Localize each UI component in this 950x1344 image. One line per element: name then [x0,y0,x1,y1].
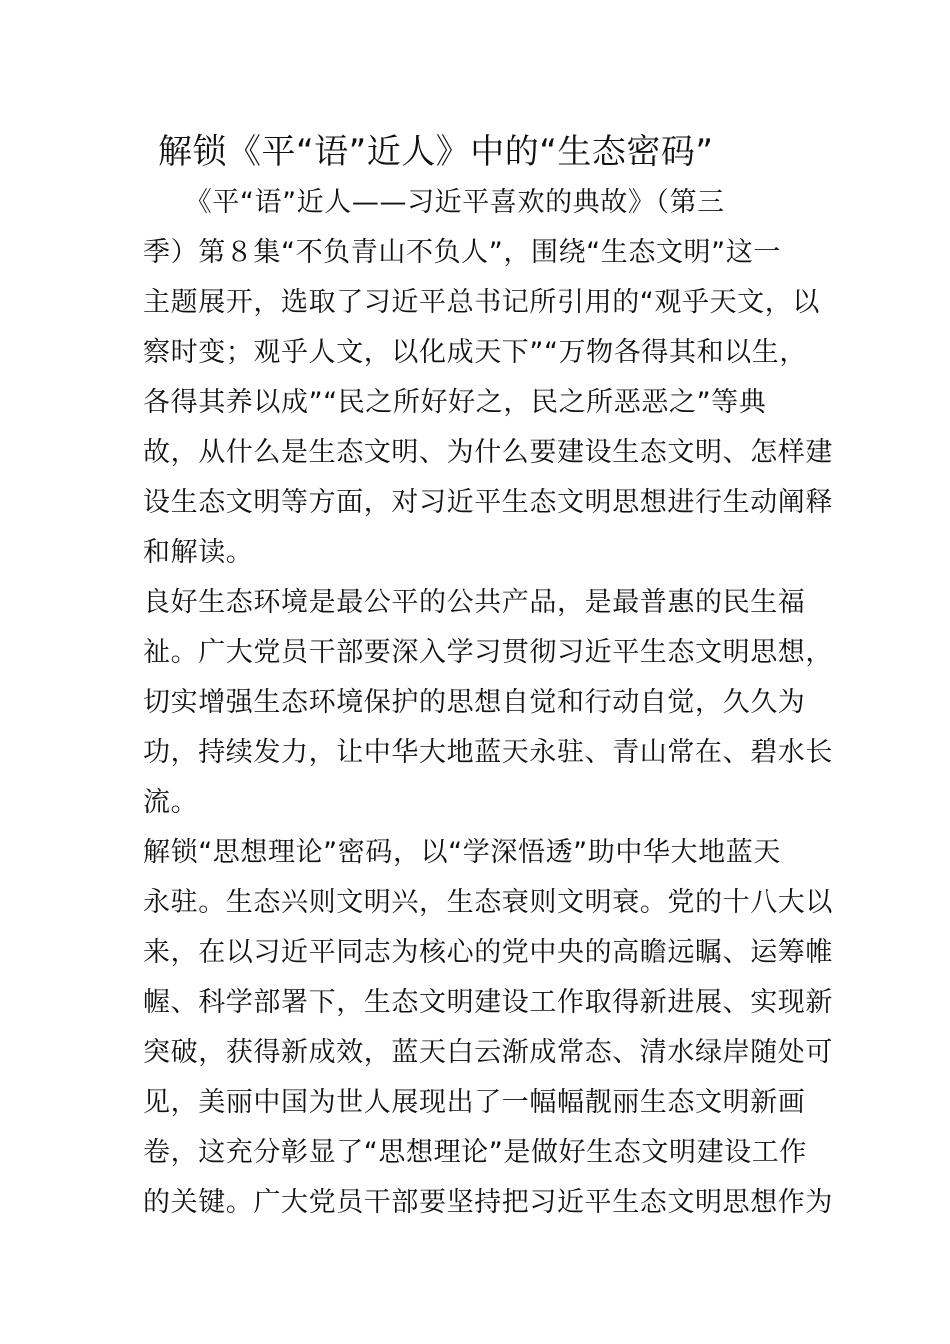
text-line: 主题展开，选取了习近平总书记所引用的“观乎天文，以 [143,287,820,318]
text-line: 的关键。广大党员干部要坚持把习近平生态文明思想作为 [143,1187,833,1218]
text-line: 和解读。 [143,537,254,568]
paragraph-intro [143,178,833,578]
paragraph-theory [143,828,833,1228]
text-line: 季）第８集“不负青山不负人”，围绕“生态文明”这一 [143,237,781,268]
text-line: 良好生态环境是最公平的公共产品，是最普惠的民生福 [143,587,806,618]
document-title: 解锁《平“语”近人》中的“生态密码” [158,132,714,172]
text-line: 故，从什么是生态文明、为什么要建设生态文明、怎样建 [143,437,833,468]
text-line: 突破，获得新成效，蓝天白云渐成常态、清水绿岸随处可 [143,1037,833,1068]
text-line: 《平“语”近人——习近平喜欢的典故》（第三 [143,187,725,218]
text-line: 解锁“思想理论”密码，以“学深悟透”助中华大地蓝天 [143,837,781,868]
text-line: 功，持续发力，让中华大地蓝天永驻、青山常在、碧水长 [143,737,833,768]
text-line: 卷，这充分彰显了“思想理论”是做好生态文明建设工作 [143,1137,807,1168]
text-line: 切实增强生态环境保护的思想自觉和行动自觉，久久为 [143,687,806,718]
text-line: 来，在以习近平同志为核心的党中央的高瞻远瞩、运筹帷 [143,937,833,968]
text-line: 各得其养以成”“民之所好好之，民之所恶恶之”等典 [143,387,767,418]
text-line: 察时变；观乎人文，以化成天下”“万物各得其和以生， [143,337,807,368]
text-line: 幄、科学部署下，生态文明建设工作取得新进展、实现新 [143,987,833,1018]
text-line: 见，美丽中国为世人展现出了一幅幅靓丽生态文明新画 [143,1087,806,1118]
text-line: 永驻。生态兴则文明兴，生态衰则文明衰。党的十八大以 [143,887,833,918]
document-body [143,178,833,1228]
paragraph-summary [143,578,833,828]
text-line: 祉。广大党员干部要深入学习贯彻习近平生态文明思想， [143,637,833,668]
text-line: 流。 [143,787,199,818]
text-line: 设生态文明等方面，对习近平生态文明思想进行生动阐释 [143,487,833,518]
